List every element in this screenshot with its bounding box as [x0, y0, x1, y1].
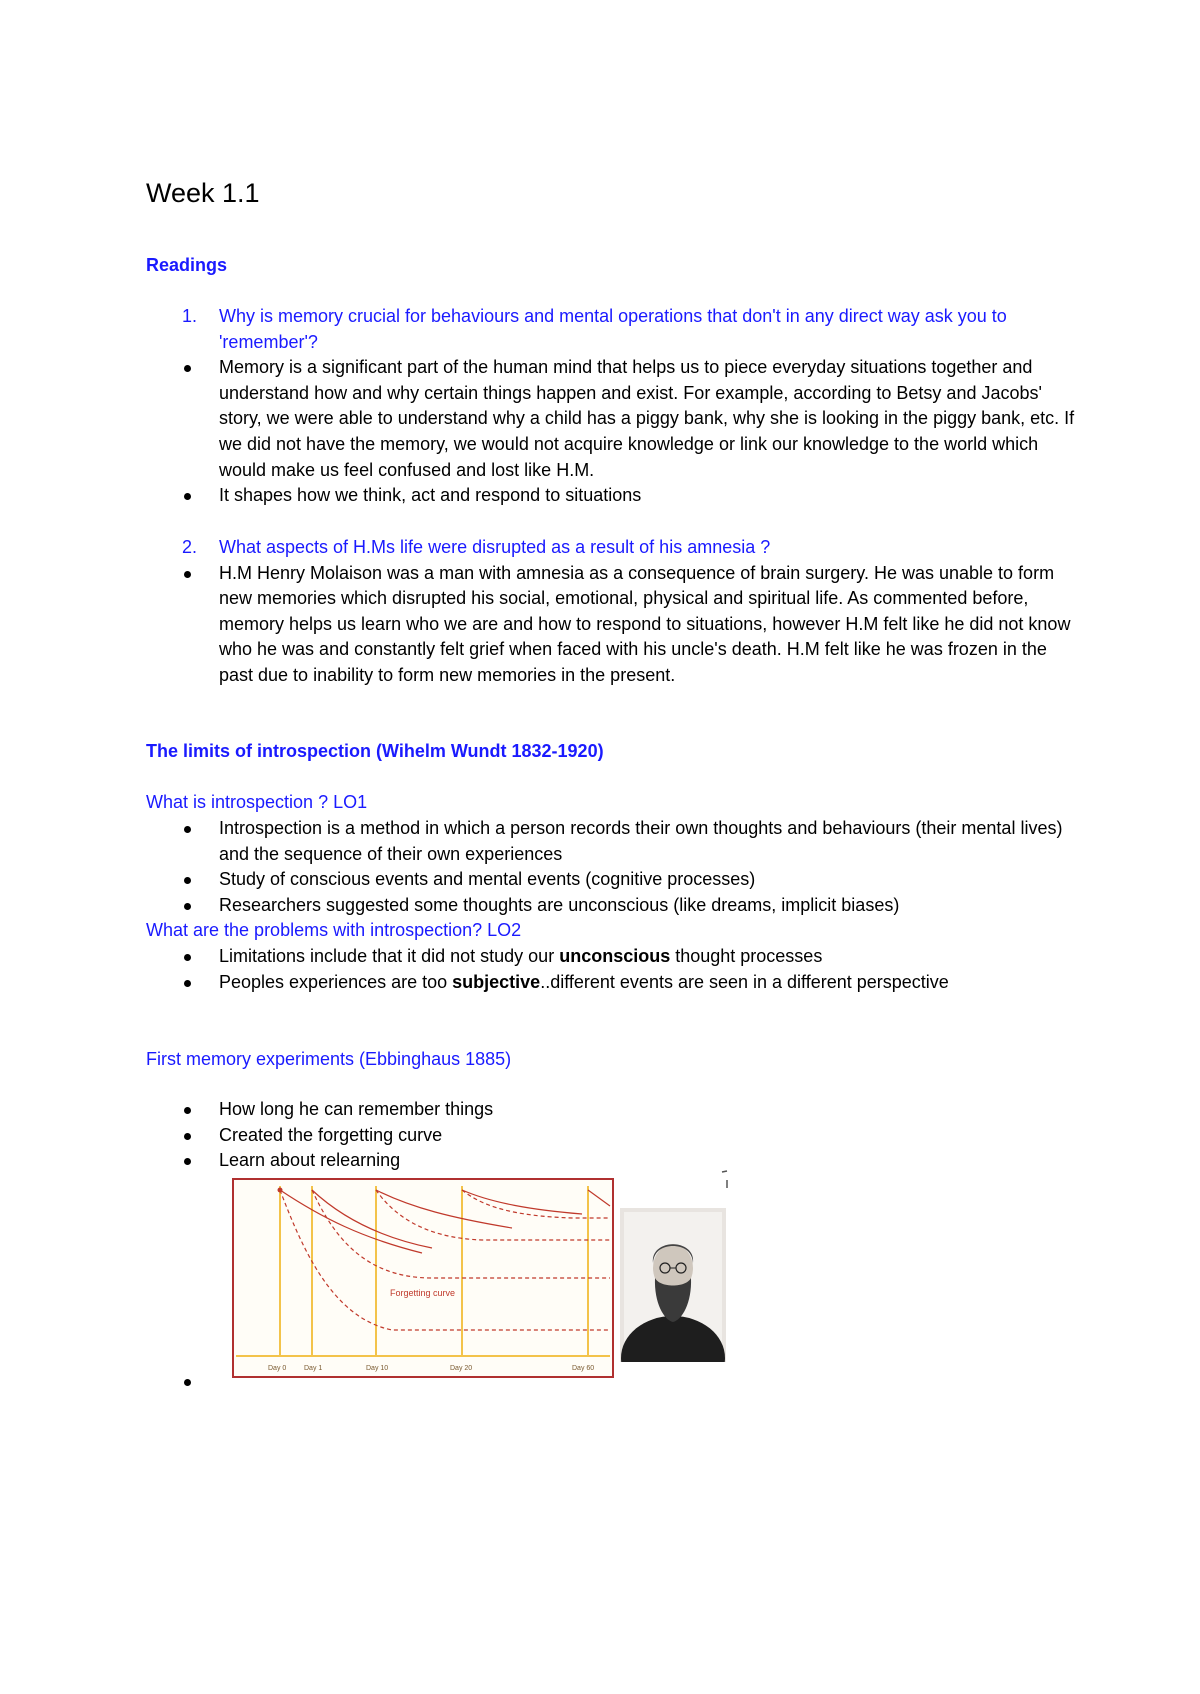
list-item [146, 893, 1076, 919]
bullet-text: Introspection is a method in which a person records their own thoughts and behaviours (their mental lives) and the sequence of their own experiences [219, 818, 1063, 864]
bullet-text-after: ..different events are seen in a different perspective [540, 971, 949, 992]
bullet-icon [184, 903, 191, 910]
bullet-text: Memory is a significant part of the human mind that helps us to piece everyday situations together and understand how and why certain things happen and exist. For example, according to Betsy and Jacobs' story, we were able to understand why a child has a piggy bank, why she is looking in the piggy bank, etc. If we did not have the memory, we would not acquire knowledge or link our knowledge to the world which would make us feel confused and lost like H.M. [219, 357, 1075, 480]
list-item [146, 1148, 1076, 1174]
bullet-text-emphasis: unconscious [559, 946, 671, 966]
readings-question-2-block [146, 535, 1076, 689]
readings-heading: Readings [146, 255, 228, 275]
question-1-text: Why is memory crucial for behaviours and mental operations that don't in any direct way ask you to 'remember'? [219, 306, 1007, 352]
bullet-text: Study of conscious events and mental events (cognitive processes) [219, 869, 756, 890]
bullet-icon [184, 1158, 191, 1165]
figure-curve-label: Forgetting curve [390, 1288, 456, 1298]
list-item [146, 355, 1076, 483]
bullet-text-before: Limitations include that it did not study our [219, 946, 560, 966]
bullet-icon [184, 954, 191, 961]
ebbinghaus-heading: First memory experiments (Ebbinghaus 1885) [146, 1049, 512, 1069]
question-2-number: 2. [182, 537, 198, 557]
forgetting-curve-image [232, 1178, 614, 1378]
question-2-text: What aspects of H.Ms life were disrupted as a result of his amnesia ? [219, 537, 771, 557]
figure-day-label: Day 60 [572, 1365, 595, 1372]
introspection-problems-label: What are the problems with introspection? LO2 [146, 920, 522, 940]
introspection-what-list [146, 816, 1076, 918]
bullet-icon [184, 980, 191, 987]
list-item [146, 483, 1076, 509]
introspection-heading: The limits of introspection (Wihelm Wundt 1832-1920) [146, 741, 604, 761]
figure-day-label: Day 0 [268, 1365, 287, 1372]
bullet-text: Researchers suggested some thoughts are unconscious (like dreams, implicit biases) [219, 894, 900, 915]
introspection-what-label: What is introspection ? LO1 [146, 792, 368, 812]
list-item [146, 867, 1076, 893]
bullet-icon [184, 493, 191, 500]
bullet-icon [184, 1107, 191, 1114]
list-item [146, 1097, 1076, 1123]
image-fragment [720, 1168, 730, 1192]
bullet-text-after: thought processes [670, 946, 823, 966]
bullet-icon [184, 1133, 191, 1140]
figure-day-label: Day 1 [304, 1365, 323, 1372]
empty-bullet-icon [184, 1379, 191, 1386]
bullet-text: Learn about relearning [219, 1150, 401, 1171]
bullet-icon [184, 365, 191, 372]
list-item [146, 816, 1076, 867]
bullet-icon [184, 877, 191, 884]
bullet-text: H.M Henry Molaison was a man with amnesia as a consequence of brain surgery. He was unable to form new memories which disrupted his social, emotional, physical and spiritual life. As commented before, memory helps us learn who we are and how to respond to situations, however H.M felt like he did not know who he was and constantly felt grief when faced with his uncle's death. H.M felt like he was frozen in the past due to inability to form new memories in the present. [219, 562, 1071, 685]
bullet-icon [184, 571, 191, 578]
question-2 [146, 535, 1076, 561]
bullet-text: It shapes how we think, act and respond to situations [219, 485, 642, 506]
figure-day-label: Day 10 [366, 1365, 389, 1372]
introspection-problems-list [146, 944, 1076, 995]
question-1-number: 1. [182, 306, 198, 326]
readings-question-1-block [146, 304, 1076, 509]
list-item [146, 970, 1076, 996]
bullet-text-emphasis: subjective [452, 971, 541, 992]
page-title: Week 1.1 [146, 178, 260, 208]
list-item [146, 944, 1076, 970]
list-item [146, 1123, 1076, 1149]
figure-day-label: Day 20 [450, 1365, 473, 1372]
bullet-icon [184, 826, 191, 833]
bullet-text: How long he can remember things [219, 1099, 494, 1119]
bullet-text: Created the forgetting curve [219, 1124, 443, 1145]
list-item [146, 561, 1076, 689]
ebbinghaus-list [146, 1097, 1076, 1174]
question-1 [146, 304, 1076, 355]
bullet-text-before: Peoples experiences are too [219, 971, 453, 992]
figure-start-point [278, 1188, 283, 1193]
portrait-photo [620, 1208, 726, 1362]
